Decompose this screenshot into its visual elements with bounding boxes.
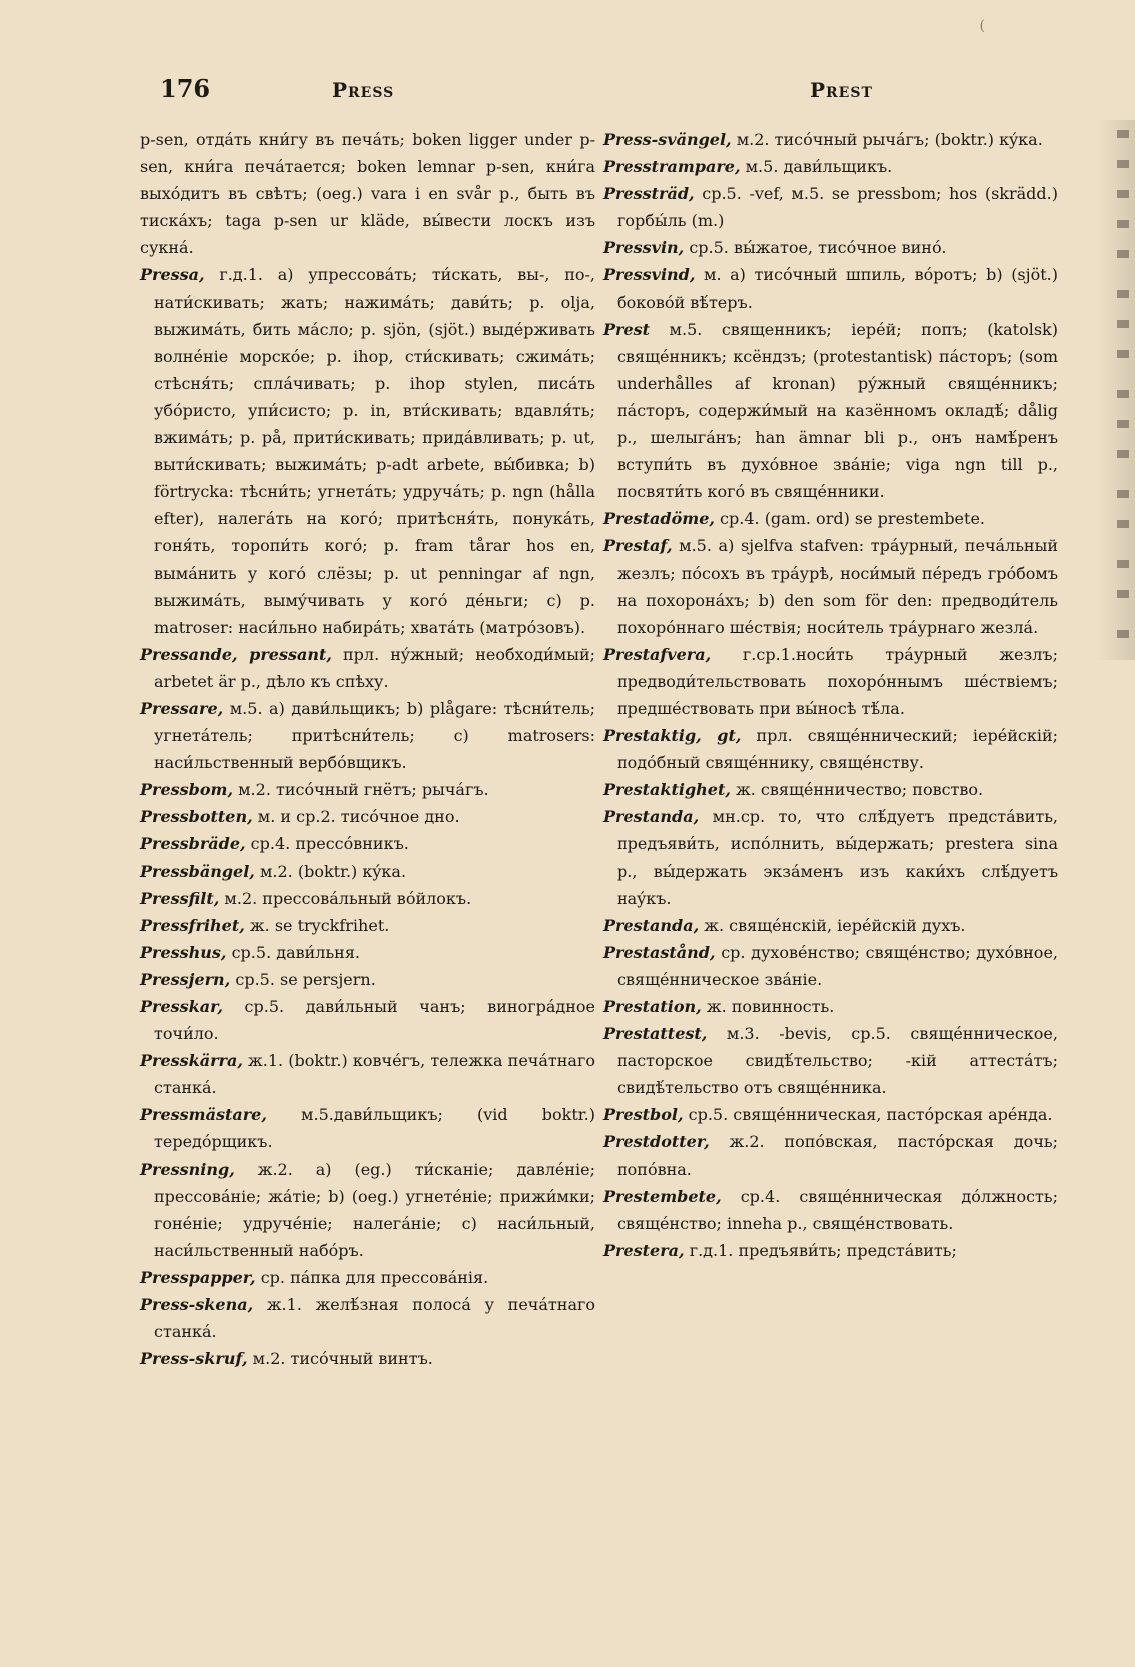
- dictionary-entry: [603, 261, 1058, 315]
- entry-headword: Presskar,: [140, 997, 223, 1016]
- entry-headword: Prestanda,: [603, 807, 700, 827]
- dictionary-entry: [603, 1128, 1058, 1182]
- dictionary-entry: [603, 316, 1058, 506]
- entry-headword: Prestation,: [603, 997, 702, 1016]
- entry-headword: Prest: [603, 319, 651, 339]
- page-number: 176: [160, 74, 211, 103]
- dictionary-entry: [603, 1183, 1058, 1237]
- page-edge-mark: [1117, 630, 1129, 638]
- entry-headword: Pressa,: [140, 265, 205, 285]
- dictionary-entry: [140, 1047, 595, 1101]
- entry-definition: м.5. дави́льщикъ.: [745, 157, 893, 177]
- entry-headword: Pressande, pressant,: [140, 644, 332, 664]
- dictionary-entry: [603, 993, 1058, 1020]
- entry-definition: ср.4. прессóвникъ.: [250, 834, 409, 854]
- entry-headword: Pressbom,: [140, 780, 234, 800]
- entry-definition: ж.1. желѣ́зная полосá у печáтнаго станкá.: [154, 1295, 595, 1342]
- entry-definition: ж. повинность.: [706, 997, 835, 1016]
- entry-definition: p-sen, отдáть кни́гу въ печáть; boken ligger under p-sen, кни́га печáтается; boken lemnar p-sen, кни́га выхóдитъ въ свѣтъ; (oeg.) vara i en svår p., быть въ тискáхъ; taga p-sen ur kläde, вы́вести лоскъ изъ сукнá.: [140, 130, 595, 258]
- entry-definition: ж. свящéнничество; повство.: [736, 780, 984, 800]
- left-column: [140, 126, 595, 1372]
- right-column: [603, 126, 1058, 1264]
- entry-definition: ср. пáпка для прессовáнія.: [260, 1267, 489, 1287]
- dictionary-entry: [603, 912, 1058, 939]
- entry-headword: Prestadöme,: [603, 509, 715, 529]
- entry-definition: г.д.1. предъяви́ть; предстáвить;: [689, 1240, 957, 1260]
- entry-definition: м.2. тисóчный рычáгъ; (boktr.) кýка.: [736, 130, 1043, 149]
- entry-definition: ср.5. se persjern.: [235, 969, 376, 989]
- page-edge-mark: [1117, 250, 1129, 258]
- entry-definition: ж. se tryckfrihet.: [249, 915, 390, 935]
- dictionary-entry: [140, 1264, 595, 1291]
- page-edge-mark: [1117, 560, 1129, 568]
- dictionary-entry: [603, 776, 1058, 803]
- entry-definition: ср.5. -vef, м.5. se pressbom; hos (skrädd.) горбы́ль (m.): [617, 184, 1058, 231]
- dictionary-entry: [603, 803, 1058, 911]
- entry-headword: Pressare,: [140, 698, 224, 718]
- entry-definition: ж.2. попóвская, пастóрская дочь; попóвна.: [617, 1132, 1058, 1179]
- entry-headword: Prestdotter,: [603, 1132, 710, 1152]
- page-edge-mark: [1117, 350, 1129, 358]
- entry-definition: прл. нýжный; необходи́мый; arbetet är p., дѣло къ спѣху.: [154, 644, 595, 691]
- dictionary-entry: [140, 830, 595, 857]
- page-edge-mark: [1117, 130, 1129, 138]
- entry-headword: Pressfrihet,: [140, 915, 245, 935]
- dictionary-entry: [140, 939, 595, 966]
- entry-definition: м.2. прессовáльный вóйлокъ.: [224, 888, 472, 908]
- entry-headword: Prestaktig, gt,: [603, 726, 742, 746]
- entry-definition: ср. духовéнство; свящéнство; духóвное, свящéнническое звáніе.: [617, 942, 1058, 989]
- entry-headword: Prestastånd,: [603, 942, 716, 962]
- entry-headword: Presstrampare,: [603, 157, 741, 177]
- dictionary-entry: [603, 1101, 1058, 1128]
- entry-headword: Pressjern,: [140, 969, 231, 989]
- page-edge-mark: [1117, 290, 1129, 298]
- entry-headword: Presshus,: [140, 942, 227, 962]
- entry-definition: г.ср.1.носи́ть трáурный жезлъ; предводи́тельствовать похорóннымъ шéствіемъ; предшéствовать при вы́носѣ тѣ́ла.: [617, 644, 1058, 718]
- page-edge-mark: [1117, 520, 1129, 528]
- entry-definition: ср.5. свящéнническая, пастóрская арéнда.: [688, 1105, 1053, 1125]
- dictionary-entry: [603, 1237, 1058, 1264]
- dictionary-entry: [603, 234, 1058, 261]
- entry-headword: Prestera,: [603, 1240, 685, 1260]
- dictionary-entry: [140, 776, 595, 803]
- entry-definition: мн.ср. то, что слѣ́дуетъ предстáвить, предъяви́ть, испóлнить, вы́держать; prestera sina p., вы́держать экзáменъ изъ каки́хъ слѣ́дуетъ наýкъ.: [617, 807, 1058, 908]
- entry-definition: м.5. а) sjelfva stafven: трáурный, печáльный жезлъ; пóсохъ въ трáурѣ, носи́мый пéредъ грóбомъ на похоронáхъ; b) den som för den: предводи́тель похорóннаго шéствія; носи́тель трáурнаго жезлá.: [617, 536, 1058, 637]
- page-edge-mark: [1117, 190, 1129, 198]
- entry-definition: м.5. а) дави́льщикъ; b) plågare: тѣсни́тель; угнетáтель; притѣсни́тель; c) matrosers: наси́льственный вербóвщикъ.: [154, 698, 595, 773]
- dictionary-entry: [140, 261, 595, 640]
- entry-headword: Prestafvera,: [603, 644, 712, 664]
- dictionary-entry: [140, 858, 595, 885]
- page-edge-mark: [1117, 390, 1129, 398]
- running-headword-right: Prest: [810, 78, 873, 102]
- entry-definition: м. а) тисóчный шпиль, вóротъ; b) (sjöt.) боковóй вѣ́теръ.: [617, 265, 1058, 312]
- entry-definition: ср.5. дави́льный чанъ; виногрáдное точи́ло.: [154, 997, 595, 1044]
- entry-headword: Pressmästare,: [140, 1105, 267, 1125]
- entry-headword: Press-svängel,: [603, 130, 732, 149]
- dictionary-entry: [603, 722, 1058, 776]
- entry-definition: г.д.1. а) упрессовáть; ти́скать, вы-, по-, нати́скивать; жать; нажимáть; дави́ть; p. olja, выжимáть, бить мáсло; p. sjön, (sjöt.) выдéрживать волнéніе морскóе; p. ihop, сти́скивать; сжимáть; стѣсня́ть; сплáчивать; p. ihop stylen, писáть убóристо, упи́систо; p. in, вти́скивать; вдавля́ть; вжимáть; p. på, прити́скивать; придáвливать; p. ut, выти́скивать; выжимáть; p-adt arbete, вы́бивка; b) förtrycka: тѣсни́ть; угнетáть; удручáть; p. ngn (hålla efter), налегáть на когó; притѣсня́ть, понукáть, гоня́ть, торопи́ть когó; p. fram tårar hos en, вымáнить у когó слёзы; p. ut penningar af ngn, выжимáть, вымýчивать у когó дéньги; c) p. matroser: наси́льно набирáть; хватáть (матрóзовъ).: [154, 265, 595, 637]
- entry-definition: ср.5. дави́льня.: [231, 942, 361, 962]
- page-header: [160, 74, 920, 108]
- entry-definition: ср.4. (gam. ord) se prestembete.: [720, 509, 986, 529]
- adjacent-page-edge: [1097, 120, 1135, 660]
- entry-definition: ср.4. свящéнническая дóлжность; свящéнство; inneha p., свящéнствовать.: [617, 1186, 1058, 1233]
- entry-headword: Pressbängel,: [140, 861, 255, 881]
- entry-headword: Prestaf,: [603, 536, 673, 556]
- page-edge-mark: [1117, 590, 1129, 598]
- paper-mark: (: [979, 18, 985, 34]
- dictionary-entry: [140, 912, 595, 939]
- entry-definition: прл. свящéннический; іерéйскій; подóбный свящéннику, свящéнству.: [617, 726, 1059, 773]
- dictionary-entry: [140, 993, 595, 1047]
- page-edge-mark: [1117, 320, 1129, 328]
- dictionary-entry: [603, 153, 1058, 180]
- entry-headword: Pressbotten,: [140, 807, 253, 827]
- dictionary-entry: [140, 1101, 595, 1155]
- entry-headword: Presskärra,: [140, 1051, 243, 1071]
- entry-headword: Prestattest,: [603, 1024, 708, 1044]
- entry-definition: м.5. священникъ; іерéй; попъ; (katolsk) свящéнникъ; ксёндзъ; (protestantisk) пáсторъ; (som underhålles af kronan) рýжный свящéнникъ; пáсторъ, содержи́мый на казённомъ окладѣ́; dålig p., шелыгáнъ; han ämnar bli p., онъ намѣ́ренъ вступи́ть въ духóвное звáніе; viga ngn till p., посвяти́ть когó въ свящéнники.: [617, 319, 1058, 502]
- entry-headword: Prestbol,: [603, 1105, 684, 1125]
- dictionary-entry: [140, 1345, 595, 1372]
- dictionary-entry: [603, 1020, 1058, 1101]
- entry-headword: Pressfilt,: [140, 888, 220, 908]
- dictionary-entry: [603, 505, 1058, 532]
- dictionary-entry: [140, 966, 595, 993]
- page-edge-mark: [1117, 450, 1129, 458]
- entry-headword: Prestanda,: [603, 915, 700, 935]
- entry-definition: м.5.дави́льщикъ; (vid boktr.) тередóрщикъ.: [154, 1105, 596, 1152]
- entry-headword: Pressning,: [140, 1159, 235, 1179]
- entry-definition: м.2. тисóчный винтъ.: [252, 1349, 433, 1369]
- entry-headword: Press-skena,: [140, 1295, 254, 1315]
- dictionary-entry: [603, 641, 1058, 722]
- dictionary-entry: [140, 126, 595, 261]
- dictionary-entry: [603, 532, 1058, 640]
- entry-definition: ж.2. а) (eg.) ти́сканіе; давлéніе; прессовáніе; жáтіе; b) (oeg.) угнетéніе; прижи́мки; гонéніе; удручéніе; налегáніе; c) наси́льный, наси́льственный набóръ.: [154, 1159, 595, 1260]
- entry-definition: м.2. (boktr.) кýка.: [259, 861, 407, 881]
- entry-headword: Presspapper,: [140, 1267, 256, 1287]
- dictionary-entry: [603, 180, 1058, 234]
- page-edge-mark: [1117, 490, 1129, 498]
- entry-headword: Pressvin,: [603, 238, 685, 258]
- entry-headword: Pressbräde,: [140, 834, 246, 854]
- entry-headword: Pressvind,: [603, 265, 696, 285]
- dictionary-entry: [603, 126, 1058, 153]
- dictionary-entry: [140, 1291, 595, 1345]
- running-headword-left: Press: [332, 78, 395, 102]
- entry-headword: Prestembete,: [603, 1186, 722, 1206]
- entry-definition: м. и ср.2. тисóчное дно.: [257, 807, 460, 827]
- dictionary-entry: [603, 939, 1058, 993]
- entry-definition: ж.1. (boktr.) ковчéгъ, тележка печáтнаго станкá.: [154, 1051, 595, 1098]
- dictionary-entry: [140, 1156, 595, 1264]
- dictionary-entry: [140, 641, 595, 695]
- page-edge-mark: [1117, 420, 1129, 428]
- entry-headword: Prestaktighet,: [603, 780, 731, 800]
- entry-definition: м.3. -bevis, ср.5. свящéнническое, пасторское свидѣ́тельство; -кій аттестáтъ; свидѣ́тельство отъ свящéнника.: [617, 1024, 1058, 1098]
- entry-definition: м.2. тисóчный гнётъ; рычáгъ.: [238, 780, 489, 800]
- entry-headword: Pressträd,: [603, 184, 695, 204]
- page-edge-mark: [1117, 160, 1129, 168]
- dictionary-entry: [140, 885, 595, 912]
- dictionary-entry: [140, 803, 595, 830]
- entry-headword: Press-skruf,: [140, 1349, 248, 1369]
- entry-definition: ср.5. вы́жатое, тисóчное винó.: [689, 238, 947, 258]
- dictionary-entry: [140, 695, 595, 776]
- entry-definition: ж. свящéнскій, іерéйскій духъ.: [704, 915, 966, 935]
- page-edge-mark: [1117, 220, 1129, 228]
